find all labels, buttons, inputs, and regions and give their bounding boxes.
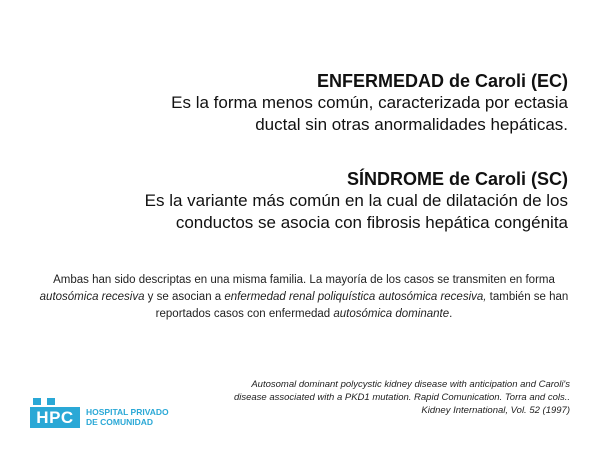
- reference-citation: [234, 378, 570, 417]
- reference-line3: Kidney International, Vol. 52 (1997): [421, 405, 570, 416]
- note-text-1: Ambas han sido descriptas en una misma familia. La mayoría de los casos se transmiten en forma: [53, 274, 555, 286]
- family-note: [30, 272, 578, 323]
- reference-line1: Autosomal dominant polycystic kidney disease with anticipation and Caroli's: [251, 379, 570, 390]
- note-text-3: también se han reportados casos con enfermedad: [155, 291, 569, 320]
- logo-mark-right-tab: [47, 398, 55, 405]
- note-emphasis-3: autosómica dominante: [333, 308, 450, 320]
- note-text-4: .: [449, 308, 453, 320]
- section-enfermedad-line1: Es la forma menos común, caracterizada por ectasia: [171, 93, 568, 112]
- hospital-name: [86, 399, 169, 427]
- note-emphasis-2: enfermedad renal poliquística autosómica recesiva,: [224, 291, 487, 303]
- section-enfermedad-title: ENFERMEDAD de Caroli (EC): [316, 71, 568, 91]
- hospital-logo: [30, 398, 169, 428]
- note-emphasis-1: autosómica recesiva: [39, 291, 145, 303]
- hpc-logo-mark: [30, 398, 80, 428]
- section-enfermedad-line2: ductal sin otras anormalidades hepáticas.: [255, 115, 568, 134]
- section-sindrome-line1: Es la variante más común en la cual de dilatación de los: [144, 191, 568, 210]
- hospital-name-line2: DE COMUNIDAD: [86, 417, 154, 427]
- hospital-name-line1: HOSPITAL PRIVADO: [86, 407, 169, 417]
- section-sindrome-title: SÍNDROME de Caroli (SC): [346, 169, 568, 189]
- reference-line2: disease associated with a PKD1 mutation. Rapid Comunication. Torra and cols..: [233, 392, 570, 403]
- logo-mark-left-tab: [33, 398, 41, 405]
- logo-mark-text: HPC: [30, 407, 80, 428]
- note-text-2: y se asocian a: [144, 291, 225, 303]
- section-enfermedad: [171, 70, 568, 136]
- section-sindrome: [145, 168, 568, 234]
- section-sindrome-line2: conductos se asocia con fibrosis hepática congénita: [175, 213, 568, 232]
